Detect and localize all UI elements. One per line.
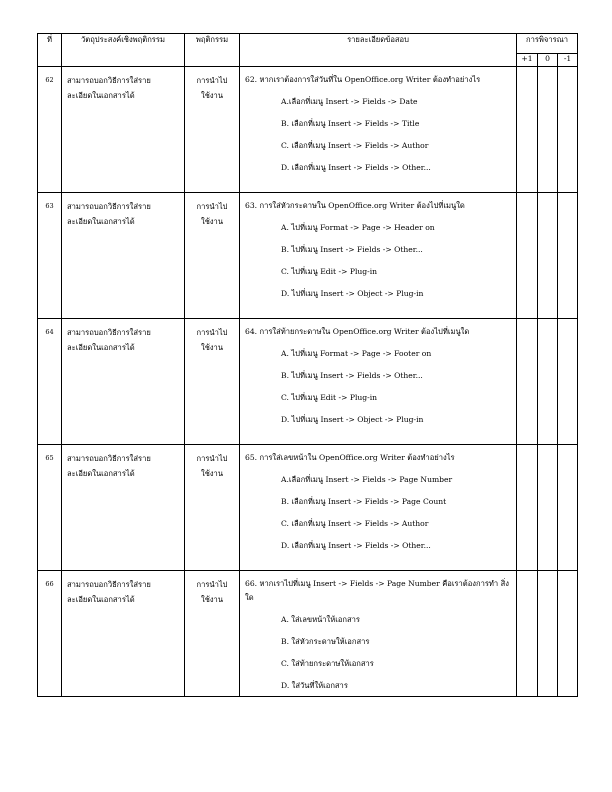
behavior-cell [185,445,240,571]
table-row [38,571,578,697]
score-minus-one-cell[interactable] [558,319,578,445]
header-consideration: การพิจารณา [517,34,578,54]
table-row [38,193,578,319]
question-cell [240,193,517,319]
header-objective: วัตถุประสงค์เชิงพฤติกรรม [62,34,185,67]
option-b: B. ไปที่เมนู Insert -> Fields -> Other... [281,371,423,380]
score-plus-one-cell[interactable] [517,445,538,571]
option-c: C. ใส่ท้ายกระดาษให้เอกสาร [281,659,374,668]
objective-line: ละเอียดในเอกสารได้ [67,343,135,352]
score-zero-cell[interactable] [538,67,558,193]
behavior-line: ใช้งาน [200,595,224,604]
behavior-line: การนำไป [196,454,228,463]
score-zero-cell[interactable] [538,319,558,445]
question-cell [240,445,517,571]
score-plus-one-cell[interactable] [517,319,538,445]
question-stem: 66. หากเราไปที่เมนู Insert -> Fields -> Page Number คือเราต้องการทำ สิ่งใด [245,579,509,602]
score-zero-cell[interactable] [538,193,558,319]
option-b: B. ไปที่เมนู Insert -> Fields -> Other... [281,245,423,254]
objective-line: สามารถบอกวิธีการใส่ราย [67,76,151,85]
option-d: D. ใส่วันที่ให้เอกสาร [281,681,348,690]
objective-cell [62,193,185,319]
question-stem: 62. หากเราต้องการใส่วันที่ใน OpenOffice.org Writer ต้องทำอย่างไร [245,75,481,84]
behavior-cell [185,67,240,193]
item-number: 64 [38,319,62,445]
objective-cell [62,571,185,697]
question-cell [240,319,517,445]
option-c: C. เลือกที่เมนู Insert -> Fields -> Author [281,519,429,528]
behavior-cell [185,571,240,697]
option-c: C. ไปที่เมนู Edit -> Plug-in [281,267,378,276]
header-score-plus-one: +1 [517,54,538,67]
header-behavior: พฤติกรรม [185,34,240,67]
behavior-line: การนำไป [196,76,228,85]
score-minus-one-cell[interactable] [558,67,578,193]
option-c: C. ไปที่เมนู Edit -> Plug-in [281,393,378,402]
header-score-zero: 0 [538,54,558,67]
table-row [38,67,578,193]
objective-line: สามารถบอกวิธีการใส่ราย [67,328,151,337]
objective-line: ละเอียดในเอกสารได้ [67,595,135,604]
score-plus-one-cell[interactable] [517,571,538,697]
option-d: D. เลือกที่เมนู Insert -> Fields -> Other... [281,163,431,172]
objective-line: ละเอียดในเอกสารได้ [67,91,135,100]
item-number: 63 [38,193,62,319]
option-a: A.เลือกที่เมนู Insert -> Fields -> Page Number [281,475,453,484]
score-minus-one-cell[interactable] [558,193,578,319]
score-zero-cell[interactable] [538,445,558,571]
option-a: A. ไปที่เมนู Format -> Page -> Header on [281,223,435,232]
option-d: D. ไปที่เมนู Insert -> Object -> Plug-in [281,415,424,424]
item-number: 66 [38,571,62,697]
objective-cell [62,445,185,571]
score-minus-one-cell[interactable] [558,571,578,697]
score-plus-one-cell[interactable] [517,193,538,319]
objective-cell [62,67,185,193]
option-a: A. ไปที่เมนู Format -> Page -> Footer on [281,349,432,358]
behavior-line: ใช้งาน [200,91,224,100]
objective-line: สามารถบอกวิธีการใส่ราย [67,580,151,589]
header-score-minus-one: -1 [558,54,578,67]
item-number: 62 [38,67,62,193]
score-zero-cell[interactable] [538,571,558,697]
question-cell [240,67,517,193]
objective-line: ละเอียดในเอกสารได้ [67,469,135,478]
behavior-cell [185,319,240,445]
header-question-detail: รายละเอียดข้อสอบ [240,34,517,67]
behavior-line: การนำไป [196,202,228,211]
behavior-line: ใช้งาน [200,469,224,478]
objective-line: สามารถบอกวิธีการใส่ราย [67,454,151,463]
option-a: A. ใส่เลขหน้าให้เอกสาร [281,615,361,624]
behavior-line: ใช้งาน [200,217,224,226]
behavior-line: ใช้งาน [200,343,224,352]
score-plus-one-cell[interactable] [517,67,538,193]
behavior-line: การนำไป [196,328,228,337]
option-b: B. ใส่หัวกระดาษให้เอกสาร [281,637,370,646]
table-row [38,319,578,445]
score-minus-one-cell[interactable] [558,445,578,571]
option-b: B. เลือกที่เมนู Insert -> Fields -> Page Count [281,497,447,506]
question-stem: 65. การใส่เลขหน้าใน OpenOffice.org Writer ต้องทำอย่างไร [245,453,455,462]
question-cell [240,571,517,697]
item-number: 65 [38,445,62,571]
question-stem: 63. การใส่หัวกระดาษใน OpenOffice.org Writer ต้องไปที่เมนูใด [245,201,465,210]
table-row [38,445,578,571]
objective-line: สามารถบอกวิธีการใส่ราย [67,202,151,211]
question-stem: 64. การใส่ท้ายกระดาษใน OpenOffice.org Writer ต้องไปที่เมนูใด [245,327,470,336]
evaluation-table [37,33,578,697]
behavior-line: การนำไป [196,580,228,589]
header-number: ที่ [38,34,62,67]
behavior-cell [185,193,240,319]
objective-line: ละเอียดในเอกสารได้ [67,217,135,226]
option-a: A.เลือกที่เมนู Insert -> Fields -> Date [281,97,418,106]
option-d: D. เลือกที่เมนู Insert -> Fields -> Other... [281,541,431,550]
option-d: D. ไปที่เมนู Insert -> Object -> Plug-in [281,289,424,298]
option-c: C. เลือกที่เมนู Insert -> Fields -> Author [281,141,429,150]
option-b: B. เลือกที่เมนู Insert -> Fields -> Title [281,119,420,128]
objective-cell [62,319,185,445]
